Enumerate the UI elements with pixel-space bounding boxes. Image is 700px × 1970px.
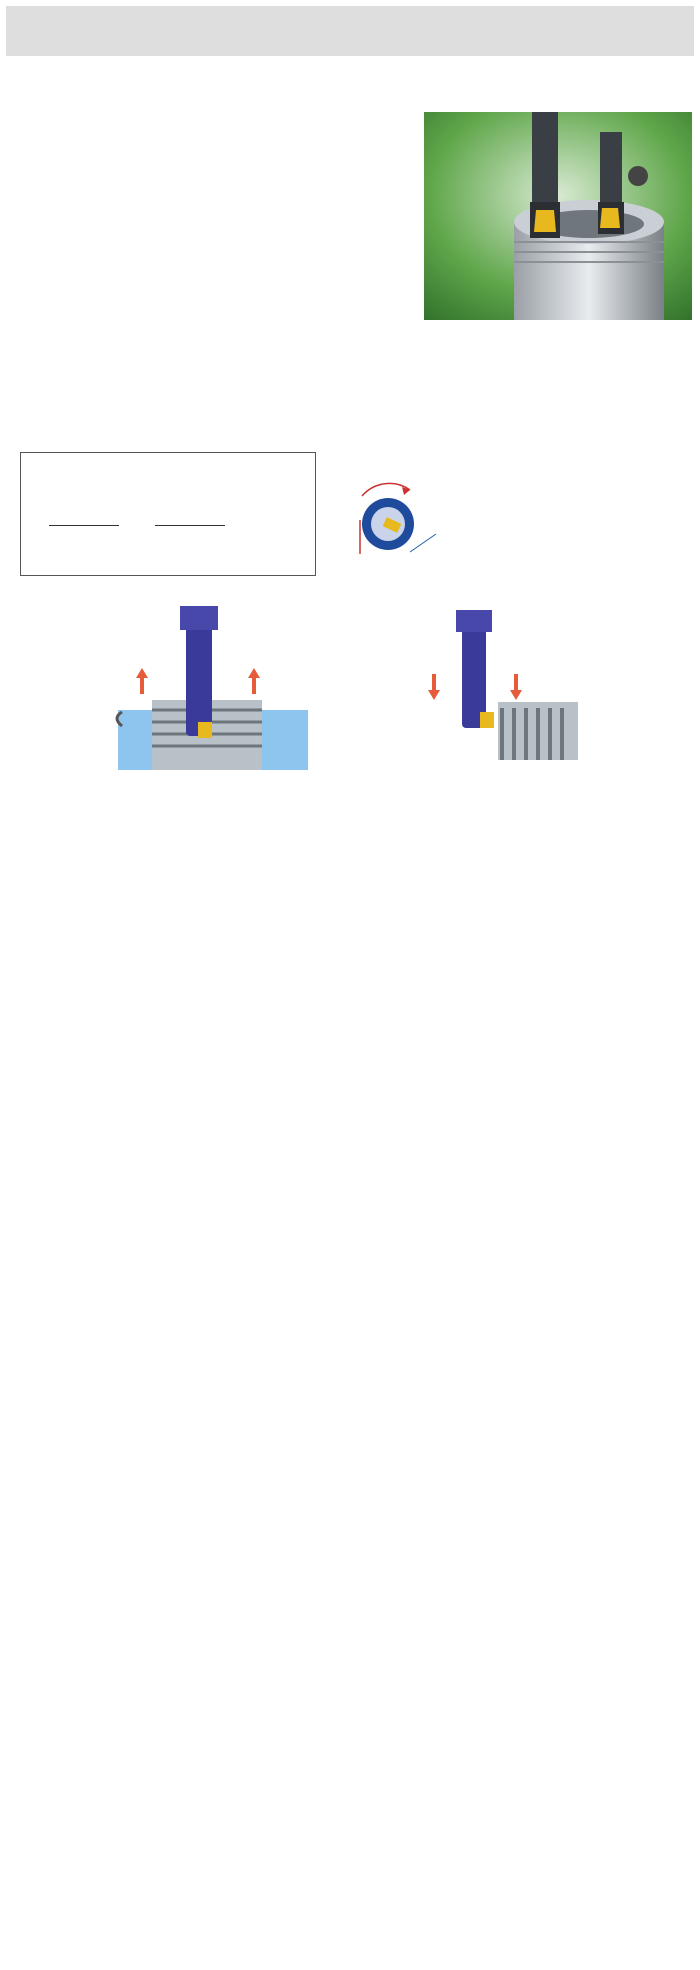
formula-frac2 bbox=[155, 525, 225, 526]
formula-frac1 bbox=[49, 525, 119, 526]
frac1-num bbox=[49, 525, 119, 526]
thread-milling-photo bbox=[424, 112, 692, 320]
page-header bbox=[6, 6, 694, 56]
formula-box bbox=[20, 452, 316, 576]
cutter-diagram bbox=[340, 474, 450, 574]
external-thread-illustration bbox=[418, 604, 588, 768]
internal-thread-illustration bbox=[112, 600, 312, 774]
frac2-num bbox=[155, 525, 225, 526]
